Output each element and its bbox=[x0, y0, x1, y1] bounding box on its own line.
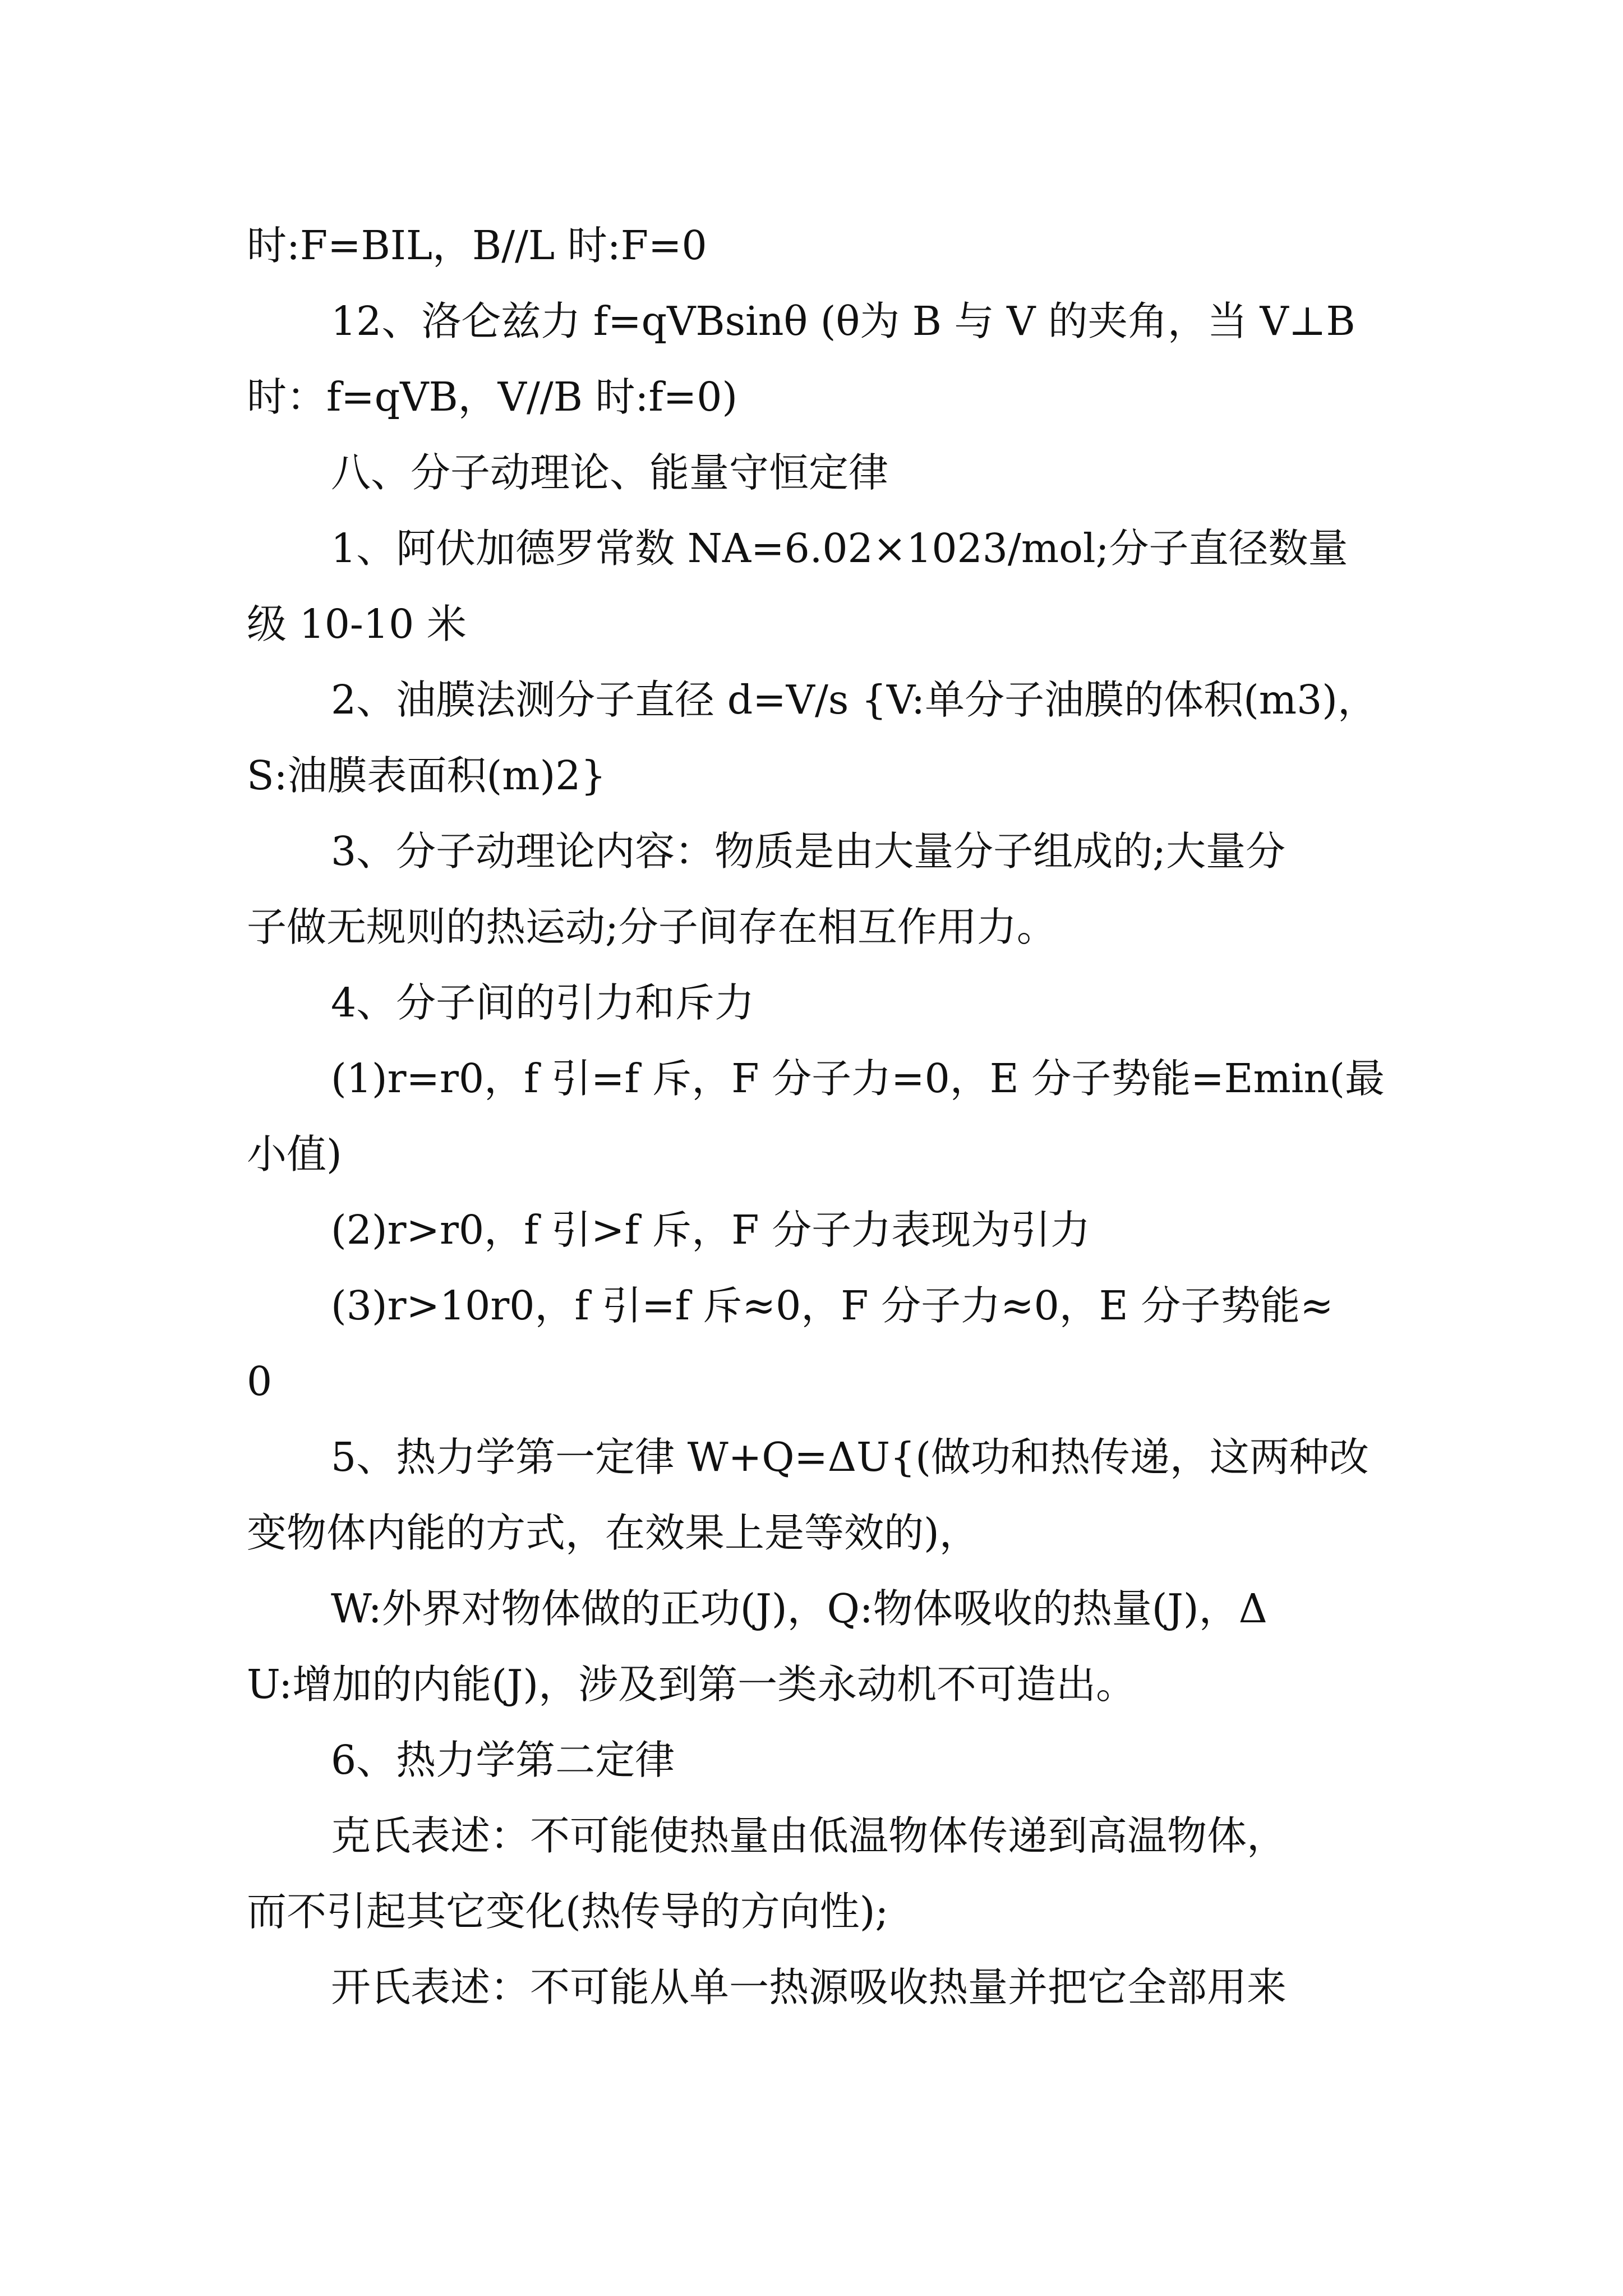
text-line: 5、热力学第一定律 W+Q=ΔU{(做功和热传递，这两种改 bbox=[331, 1434, 1369, 1480]
text-line: (3)r>10r0，f 引=f 斥≈0，F 分子力≈0，E 分子势能≈ bbox=[331, 1282, 1334, 1329]
text-line: S:油膜表面积(m)2} bbox=[247, 752, 606, 799]
text-line: 级 10-10 米 bbox=[247, 601, 467, 647]
text-line: 4、分子间的引力和斥力 bbox=[331, 979, 755, 1026]
text-line: U:增加的内能(J)，涉及到第一类永动机不可造出。 bbox=[247, 1661, 1136, 1708]
text-line: W:外界对物体做的正功(J)，Q:物体吸收的热量(J)，Δ bbox=[331, 1585, 1267, 1632]
text-line: (2)r>r0，f 引>f 斥，F 分子力表现为引力 bbox=[331, 1207, 1091, 1253]
text-line: 而不引起其它变化(热传导的方向性); bbox=[247, 1888, 889, 1935]
text-line: 时：f=qVB，V//B 时:f=0) bbox=[247, 374, 738, 420]
text-line: 12、洛仑兹力 f=qVBsinθ (θ为 B 与 V 的夹角，当 V⊥B bbox=[331, 298, 1355, 344]
text-line: 0 bbox=[247, 1358, 273, 1405]
text-line: 开氏表述：不可能从单一热源吸收热量并把它全部用来 bbox=[331, 1964, 1287, 2010]
text-line: 2、油膜法测分子直径 d=V/s {V:单分子油膜的体积(m3)， bbox=[331, 677, 1378, 723]
document-body bbox=[247, 208, 1396, 2025]
text-line: 变物体内能的方式，在效果上是等效的)， bbox=[247, 1510, 979, 1556]
text-line: 3、分子动理论内容：物质是由大量分子组成的;大量分 bbox=[331, 828, 1286, 875]
text-line: 6、热力学第二定律 bbox=[331, 1737, 675, 1783]
text-line: 子做无规则的热运动;分子间存在相互作用力。 bbox=[247, 904, 1057, 950]
text-line: 1、阿伏加德罗常数 NA=6.02×1023/mol;分子直径数量 bbox=[331, 525, 1348, 572]
section-heading: 八、分子动理论、能量守恒定律 bbox=[331, 449, 889, 496]
text-line: 克氏表述：不可能使热量由低温物体传递到高温物体， bbox=[331, 1812, 1287, 1859]
text-line: (1)r=r0，f 引=f 斥，F 分子力=0，E 分子势能=Emin(最 bbox=[331, 1055, 1385, 1102]
text-line: 时:F=BIL，B//L 时:F=0 bbox=[247, 222, 707, 269]
text-line: 小值) bbox=[247, 1131, 342, 1177]
